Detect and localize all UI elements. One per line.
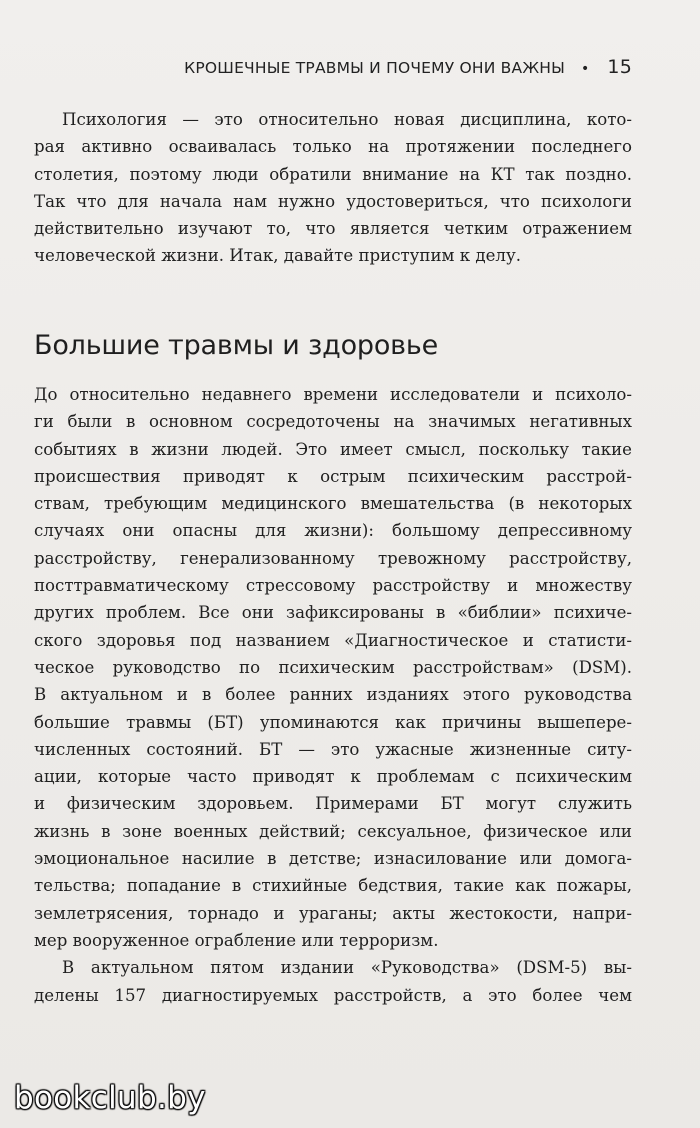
text-line: большие травмы (БТ) упоминаются как причины вышепере- <box>34 712 632 732</box>
page-number: 15 <box>607 56 632 78</box>
text-line: других проблем. Все они зафиксированы в «библии» психиче- <box>34 603 632 623</box>
text-line: случаях они опасны для жизни): большому депрессивному <box>34 521 632 541</box>
text-line: Психология — это относительно новая дисциплина, кото- <box>62 110 632 129</box>
text-line: ского здоровья под названием «Диагностическое и статисти- <box>34 630 632 650</box>
text-line: происшествия приводят к острым психическим расстрой- <box>34 466 632 486</box>
text-line: рая активно осваивалась только на протяжении последнего <box>34 137 632 157</box>
text-line: столетия, поэтому люди обратили внимание на КТ так поздно. <box>34 164 632 184</box>
text-line: В актуальном пятом издании «Руководства» (DSM-5) вы- <box>62 958 632 978</box>
text-line: эмоциональное насилие в детстве; изнасилование или домога- <box>34 849 632 869</box>
text-line: жизнь в зоне военных действий; сексуальное, физическое или <box>34 821 632 841</box>
text-line: До относительно недавнего времени исследователи и психоло- <box>34 385 632 404</box>
section-heading: Большие травмы и здоровье <box>34 330 439 361</box>
body-paragraph-1 <box>34 106 632 270</box>
body-paragraph-2 <box>34 381 632 1009</box>
text-line: ствам, требующим медицинского вмешательства (в некоторых <box>34 494 632 514</box>
running-head <box>34 56 632 78</box>
running-head-title: КРОШЕЧНЫЕ ТРАВМЫ И ПОЧЕМУ ОНИ ВАЖНЫ <box>184 59 565 77</box>
bullet-separator: • <box>580 61 590 77</box>
text-line: человеческой жизни. Итак, давайте приступим к делу. <box>34 246 521 266</box>
watermark-logo: bookclub.by <box>14 1080 206 1116</box>
text-line: действительно изучают то, что является четким отражением <box>34 219 632 239</box>
text-line: Так что для начала нам нужно удостовериться, что психологи <box>34 191 632 211</box>
text-line: ации, которые часто приводят к проблемам с психическим <box>34 767 632 787</box>
text-line: ческое руководство по психическим расстройствам» (DSM). <box>34 657 632 677</box>
text-line: мер вооруженное ограбление или терроризм. <box>34 930 439 950</box>
text-line: событиях в жизни людей. Это имеет смысл, поскольку такие <box>34 439 632 459</box>
text-line: В актуальном и в более ранних изданиях этого руководства <box>34 685 632 705</box>
text-line: делены 157 диагностируемых расстройств, а это более чем <box>34 985 632 1005</box>
text-line: тельства; попадание в стихийные бедствия, такие как пожары, <box>34 876 632 896</box>
text-line: и физическим здоровьем. Примерами БТ могут служить <box>34 794 632 814</box>
text-line: расстройству, генерализованному тревожному расстройству, <box>34 548 632 568</box>
text-line: ги были в основном сосредоточены на значимых негативных <box>34 412 632 432</box>
text-line: землетрясения, торнадо и ураганы; акты жестокости, напри- <box>34 903 632 923</box>
text-line: численных состояний. БТ — это ужасные жизненные ситу- <box>34 739 632 759</box>
text-line: посттравматическому стрессовому расстройству и множеству <box>34 576 632 596</box>
